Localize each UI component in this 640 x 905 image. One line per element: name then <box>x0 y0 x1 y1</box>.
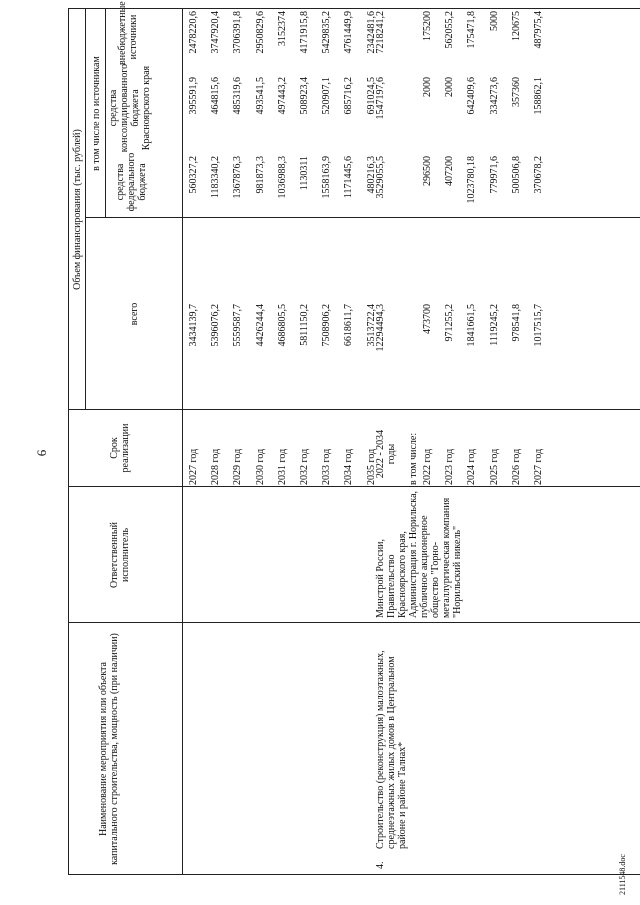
cell-regional: 2000 <box>422 77 433 97</box>
cell-federal: 1367876,3 <box>232 156 243 199</box>
including-label: в том числе: <box>408 432 419 485</box>
header-by-source: в том числе по источникам <box>91 56 102 171</box>
cell-federal: 3529055,5 <box>375 156 386 199</box>
cell-offbudget: 175200 <box>422 11 433 41</box>
table-left-border <box>68 874 640 875</box>
cell-regional: 1547197,6 <box>375 77 386 120</box>
header-total: всего <box>129 302 140 326</box>
cell-federal: 500506,8 <box>511 156 522 194</box>
cell-federal: 370678,2 <box>533 156 544 194</box>
sources-header-rule <box>105 9 106 218</box>
cell-offbudget: 562055,2 <box>444 11 455 49</box>
cell-regional: 493541,5 <box>255 77 266 115</box>
cell-offbudget: 3747920,4 <box>210 11 221 54</box>
funding-header-rule <box>85 9 86 410</box>
cell-period: 2022 год <box>422 448 433 485</box>
cell-period: 2027 год <box>533 448 544 485</box>
cell-regional: 464815,6 <box>210 77 221 115</box>
cell-period: 2032 год <box>299 448 310 485</box>
cell-period: 2027 год <box>188 448 199 485</box>
cell-total: 4686805,5 <box>277 304 288 347</box>
cell-total: 1841661,5 <box>466 304 477 347</box>
item-name: Строительство (реконструкция) малоэтажных, среднеэтажных жилых домов в Центральном районе и районе Талнах* <box>375 650 408 849</box>
header-federal: средства федерального бюджета <box>115 152 148 212</box>
cell-regional: 642409,6 <box>466 77 477 115</box>
page-number: 6 <box>34 449 49 457</box>
cell-regional: 2000 <box>444 77 455 97</box>
cell-offbudget: 3152374 <box>277 11 288 46</box>
cell-period: 2029 год <box>232 448 243 485</box>
cell-period: 2031 год <box>277 448 288 485</box>
cell-period: 2022 - 2034 годы <box>375 429 397 479</box>
header-executor: Ответственный исполнитель <box>109 522 131 588</box>
cell-offbudget: 2478220,6 <box>188 11 199 54</box>
cell-offbudget: 5429835,2 <box>321 11 332 54</box>
cell-total: 4426244,4 <box>255 304 266 347</box>
cell-regional: 508923,4 <box>299 77 310 115</box>
cell-offbudget: 4761449,9 <box>343 11 354 54</box>
cell-total: 1119245,2 <box>489 304 500 346</box>
table-top-border <box>68 9 69 875</box>
item-executor: Минстрой России, Правительство Красноярского края, Администрация г. Норильска, публичное акционерное общество "Горно-металлургическая компания "Норильский никель" <box>375 490 463 618</box>
cell-period: 2023 год <box>444 448 455 485</box>
cell-offbudget: 3706391,8 <box>232 11 243 54</box>
cell-period: 2025 год <box>489 448 500 485</box>
cell-federal: 1023780,18 <box>466 156 477 204</box>
col-divider-2 <box>68 486 640 487</box>
cell-offbudget: 4171915,8 <box>299 11 310 54</box>
cell-federal: 1036988,3 <box>277 156 288 199</box>
cell-federal: 407200 <box>444 156 455 186</box>
cell-total: 6618611,7 <box>343 304 354 347</box>
footer-code: 2111548.doc <box>618 854 627 895</box>
cell-regional: 395591,9 <box>188 77 199 115</box>
cell-regional: 685716,2 <box>343 77 354 115</box>
cell-federal: 981873,3 <box>255 156 266 194</box>
cell-regional: 691024,5 <box>366 77 377 115</box>
cell-total: 3513722,4 <box>366 304 377 347</box>
cell-federal: 480216,3 <box>366 156 377 194</box>
cell-offbudget: 487975,4 <box>533 11 544 49</box>
cell-period: 2024 год <box>466 448 477 485</box>
cell-total: 5559587,7 <box>232 304 243 347</box>
header-name: Наименование мероприятия или объекта капитального строительства, мощность (при наличии) <box>98 633 120 865</box>
cell-total: 971255,2 <box>444 304 455 342</box>
cell-offbudget: 120675 <box>511 11 522 41</box>
cell-regional: 158862,1 <box>533 77 544 115</box>
cell-total: 1017515,7 <box>533 304 544 347</box>
header-funding: Объем финансирования (тыс. рублей) <box>72 129 83 290</box>
cell-regional: 497443,2 <box>277 77 288 115</box>
header-offbudget: внебюджетные источники <box>117 1 139 65</box>
cell-offbudget: 7218241,2 <box>375 11 386 54</box>
cell-period: 2034 год <box>343 448 354 485</box>
cell-offbudget: 2342481,6 <box>366 11 377 54</box>
table-right-border <box>68 8 640 9</box>
header-regional: средства консолидированного бюджета Красноярского края <box>108 63 152 153</box>
cell-federal: 296500 <box>422 156 433 186</box>
cell-period: 2026 год <box>511 448 522 485</box>
cell-offbudget: 5000 <box>489 11 500 31</box>
cell-total: 473700 <box>422 304 433 334</box>
col-divider-4 <box>85 217 640 218</box>
header-bottom-rule <box>182 9 183 875</box>
cell-federal: 560327,2 <box>188 156 199 194</box>
cell-federal: 779971,6 <box>489 156 500 194</box>
col-divider-3 <box>68 409 640 410</box>
cell-federal: 1183340,2 <box>210 156 221 199</box>
cell-offbudget: 175471,8 <box>466 11 477 49</box>
item-number: 4. <box>375 861 386 869</box>
cell-federal: 1171445,6 <box>343 156 354 199</box>
cell-period: 2030 год <box>255 448 266 485</box>
cell-total: 12294494,3 <box>375 304 386 352</box>
cell-regional: 334273,6 <box>489 77 500 115</box>
col-divider-1 <box>68 622 640 623</box>
cell-total: 3434139,7 <box>188 304 199 347</box>
cell-total: 5396076,2 <box>210 304 221 347</box>
cell-regional: 357360 <box>511 77 522 107</box>
cell-total: 5811150,2 <box>299 304 310 346</box>
cell-federal: 1558163,9 <box>321 156 332 199</box>
cell-total: 978541,8 <box>511 304 522 342</box>
cell-period: 2033 год <box>321 448 332 485</box>
cell-offbudget: 2950829,6 <box>255 11 266 54</box>
cell-regional: 520907,1 <box>321 77 332 115</box>
cell-period: 2028 год <box>210 448 221 485</box>
cell-total: 7508906,2 <box>321 304 332 347</box>
cell-regional: 485319,6 <box>232 77 243 115</box>
cell-federal: 1130311 <box>299 156 310 191</box>
header-period: Срок реализации <box>109 423 131 473</box>
cell-period: 2035 год <box>366 448 377 485</box>
